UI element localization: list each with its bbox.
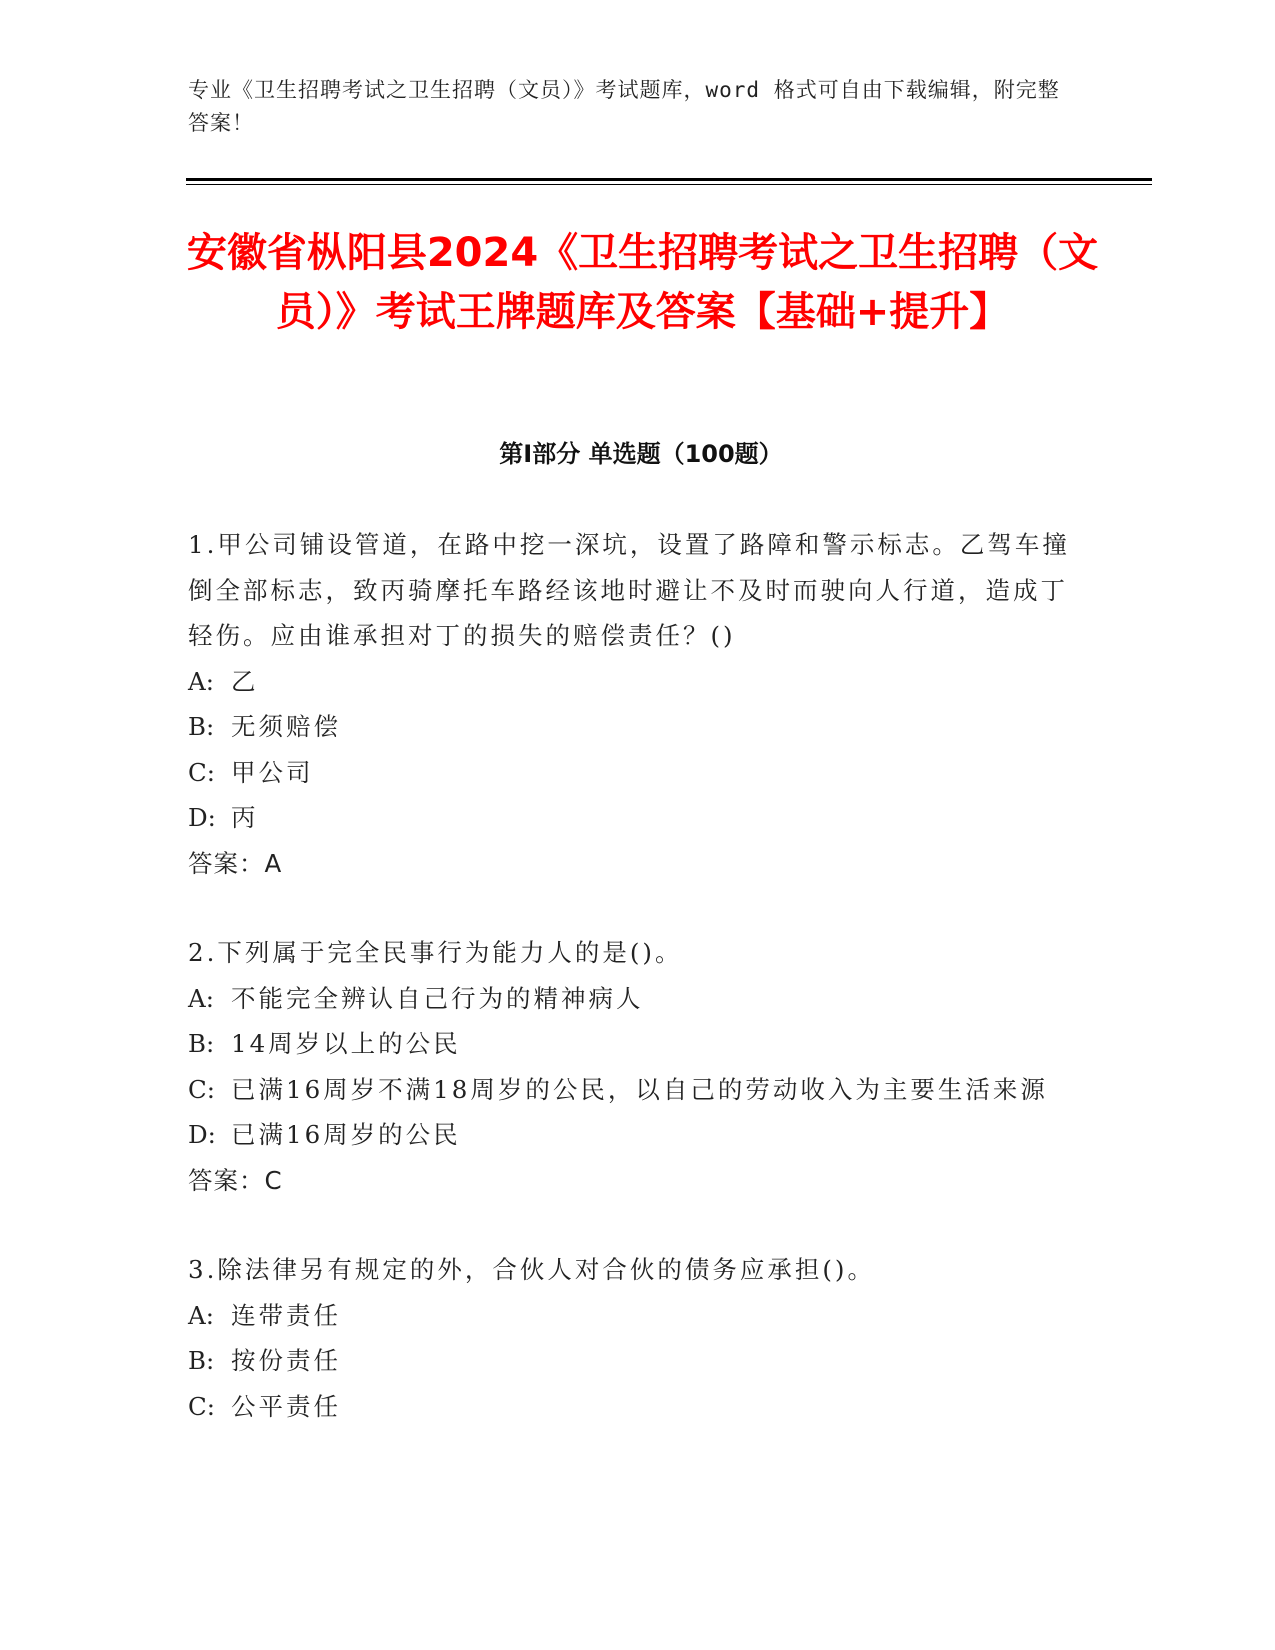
option-text: 已满16周岁不满18周岁的公民，以自己的劳动收入为主要生活来源 (231, 1074, 1048, 1104)
question-stem: 3.除法律另有规定的外，合伙人对合伙的债务应承担()。 (188, 1255, 875, 1284)
question-2 (188, 930, 1088, 1203)
option-label: A: (188, 666, 214, 696)
option-b (188, 704, 1088, 750)
section-title: 第Ⅰ部分 单选题（100题） (499, 440, 783, 468)
option-a (188, 1293, 1088, 1339)
question-stem: 2.下列属于完全民事行为能力人的是()。 (188, 938, 683, 967)
answer-line: 答案：A (188, 848, 283, 878)
option-text: 乙 (231, 666, 259, 696)
option-b (188, 1338, 1088, 1384)
option-text: 公平责任 (231, 1391, 341, 1421)
option-text: 已满16周岁的公民 (231, 1120, 461, 1149)
option-c (188, 1384, 1088, 1430)
answer-line: 答案：C (188, 1165, 283, 1195)
option-label: A: (188, 983, 214, 1013)
option-c (188, 1067, 1088, 1113)
option-d (188, 1112, 1088, 1158)
option-c (188, 750, 1088, 796)
option-label: C: (188, 1391, 216, 1421)
option-label: A: (188, 1300, 214, 1330)
question-stem: 1.甲公司铺设管道，在路中挖一深坑，设置了路障和警示标志。乙驾车撞倒全部标志，致丙骑摩托车路经该地时避让不及时而驶向人行道，造成丁轻伤。应由谁承担对丁的损失的赔偿责任？() (188, 530, 1070, 650)
option-b (188, 1021, 1088, 1067)
option-text: 连带责任 (231, 1300, 341, 1330)
option-label: C: (188, 1074, 216, 1104)
question-3 (188, 1247, 1088, 1429)
option-label: B: (188, 1029, 215, 1058)
option-text: 甲公司 (231, 757, 314, 787)
option-text: 丙 (231, 803, 259, 832)
option-a (188, 659, 1088, 705)
document-title: 安徽省枞阳县2024《卫生招聘考试之卫生招聘（文员）》考试王牌题库及答案【基础+提升】 (186, 230, 1099, 335)
option-text: 按份责任 (231, 1346, 341, 1375)
header-note: 专业《卫生招聘考试之卫生招聘（文员）》考试题库，word 格式可自由下载编辑，附完整答案！ (188, 78, 1060, 135)
option-text: 14周岁以上的公民 (231, 1029, 461, 1058)
option-label: D: (188, 1120, 216, 1149)
option-label: B: (188, 1346, 215, 1375)
option-label: B: (188, 712, 215, 741)
header-rule-thick (186, 178, 1152, 181)
option-text: 不能完全辨认自己行为的精神病人 (231, 983, 644, 1013)
option-a (188, 976, 1088, 1022)
header-rule-thin (186, 184, 1152, 185)
question-1 (188, 522, 1088, 886)
option-d (188, 795, 1088, 841)
option-label: D: (188, 803, 216, 832)
option-text: 无须赔偿 (231, 712, 341, 741)
question-list (188, 522, 1088, 1473)
option-label: C: (188, 757, 216, 787)
